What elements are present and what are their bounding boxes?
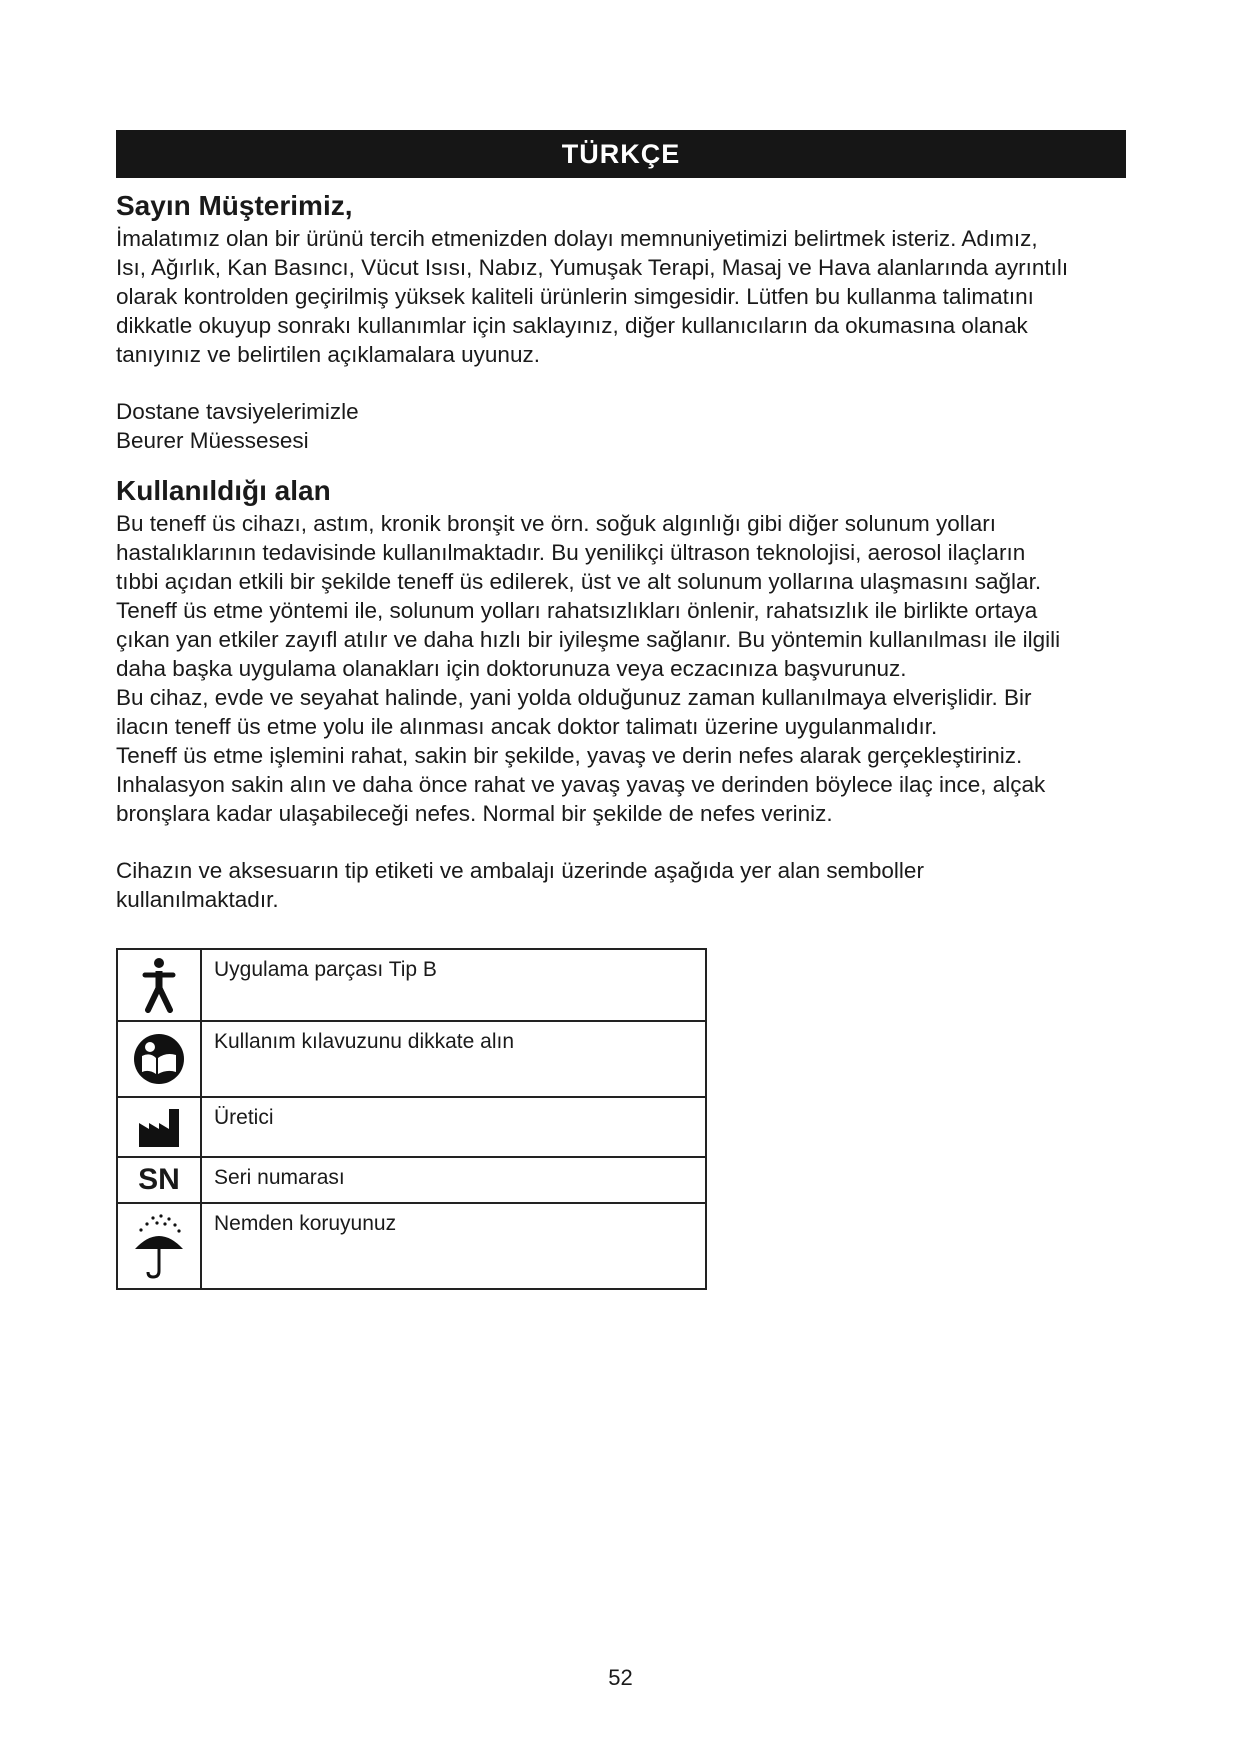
greeting-body <box>116 224 1126 369</box>
symbol-label: Uygulama parçası Tip B <box>201 949 706 1021</box>
symbols-table <box>116 948 707 1290</box>
page-number: 52 <box>608 1665 633 1690</box>
symbols-intro-line: kullanılmaktadır. <box>116 887 279 912</box>
language-header: TÜRKÇE <box>116 130 1126 178</box>
page-content <box>116 130 1126 1290</box>
symbol-label: Nemden koruyunuz <box>201 1203 706 1289</box>
symbol-cell <box>117 1203 201 1289</box>
greeting-line: olarak kontrolden geçirilmiş yüksek kaliteli ürünlerin simgesidir. Lütfen bu kullanma talimatını <box>116 284 1034 309</box>
symbol-label: Üretici <box>201 1097 706 1157</box>
symbols-intro <box>116 856 1126 914</box>
table-row <box>117 1021 706 1097</box>
closing-text: Dostane tavsiyelerimizle <box>116 399 359 424</box>
table-row <box>117 1203 706 1289</box>
company-name: Beurer Müessesesi <box>116 428 309 453</box>
usage-line: ilacın teneff üs etme yolu ile alınması ancak doktor talimatı üzerine uygulanmalıdır. <box>116 714 938 739</box>
symbol-label: Kullanım kılavuzunu dikkate alın <box>201 1021 706 1097</box>
greeting-line: İmalatımız olan bir ürünü tercih etmenizden dolayı memnuniyetimizi belirtmek isteriz. Adımız, <box>116 226 1038 251</box>
greeting-line: tanıyınız ve belirtilen açıklamalara uyunuz. <box>116 342 540 367</box>
symbol-label: Seri numarası <box>201 1157 706 1203</box>
usage-line: Teneff üs etme işlemini rahat, sakin bir şekilde, yavaş ve derin nefes alarak gerçekleştiriniz. <box>116 743 1023 768</box>
manufacturer-icon <box>137 1107 181 1147</box>
symbol-cell <box>117 1157 201 1203</box>
usage-line: Bu cihaz, evde ve seyahat halinde, yani yolda olduğunuz zaman kullanılmaya elverişlidir. Bir <box>116 685 1032 710</box>
usage-line: daha başka uygulama olanakları için doktorunuza veya eczacınıza başvurunuz. <box>116 656 907 681</box>
greeting-line: Isı, Ağırlık, Kan Basıncı, Vücut Isısı, Nabız, Yumuşak Terapi, Masaj ve Hava alanlarında ayrıntılı <box>116 255 1069 280</box>
usage-line: Bu teneff üs cihazı, astım, kronik bronşit ve örn. soğuk algınlığı gibi diğer solunum yolları <box>116 511 997 536</box>
greeting-title: Sayın Müşterimiz, <box>116 190 353 221</box>
symbols-intro-line: Cihazın ve aksesuarın tip etiketi ve ambalajı üzerinde aşağıda yer alan semboller <box>116 858 924 883</box>
usage-line: tıbbi açıdan etkili bir şekilde teneff üs edilerek, üst ve alt solunum yollarına ulaşmasını sağlar. <box>116 569 1042 594</box>
table-row <box>117 949 706 1021</box>
symbol-cell <box>117 1097 201 1157</box>
table-row <box>117 1157 706 1203</box>
keep-dry-icon <box>131 1213 187 1279</box>
usage-line: Inhalasyon sakin alın ve daha önce rahat ve yavaş yavaş ve derinden böylece ilaç ince, alçak <box>116 772 1046 797</box>
usage-line: bronşlara kadar ulaşabileceği nefes. Normal bir şekilde de nefes veriniz. <box>116 801 833 826</box>
symbol-cell <box>117 949 201 1021</box>
usage-line: Teneff üs etme yöntemi ile, solunum yolları rahatsızlıkları önlenir, rahatsızlık ile birlikte ortaya <box>116 598 1038 623</box>
signature-block <box>116 397 1126 455</box>
read-instructions-icon <box>132 1032 186 1086</box>
serial-number-icon: SN <box>138 1163 180 1196</box>
usage-body <box>116 509 1126 828</box>
usage-line: çıkan yan etkiler zayıfl atılır ve daha hızlı bir iyileşme sağlanır. Bu yöntemin kullanılması ile ilgili <box>116 627 1061 652</box>
usage-title: Kullanıldığı alan <box>116 475 331 506</box>
greeting-line: dikkatle okuyup sonrakı kullanımlar için saklayınız, diğer kullanıcıların da okumasına olanak <box>116 313 1028 338</box>
usage-line: hastalıklarının tedavisinde kullanılmaktadır. Bu yenilikçi ültrason teknolojisi, aerosol ilaçların <box>116 540 1026 565</box>
table-row <box>117 1097 706 1157</box>
type-b-applied-part-icon <box>139 957 179 1013</box>
symbol-cell <box>117 1021 201 1097</box>
